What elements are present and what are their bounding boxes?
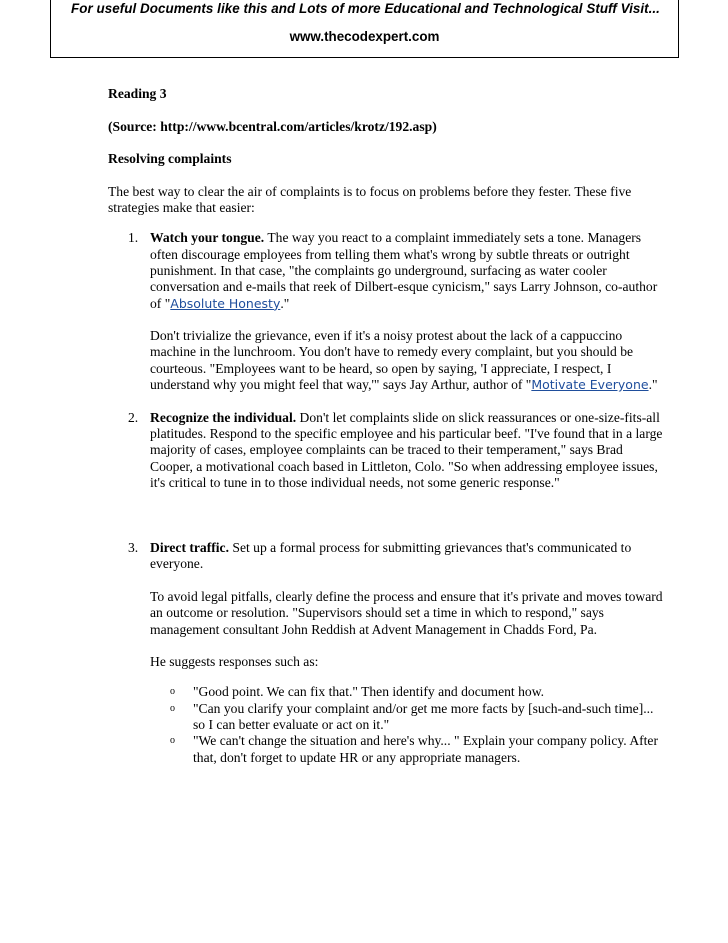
list-number: 3.	[128, 540, 139, 556]
quote-end: ."	[280, 295, 290, 311]
strategy-paragraph	[150, 410, 664, 491]
site-banner	[50, 0, 679, 58]
strategy-paragraph	[150, 540, 664, 573]
circle-bullet-icon: o	[170, 686, 175, 698]
strategy-paragraph	[150, 328, 664, 393]
book-link[interactable]: Absolute Honesty	[170, 295, 281, 311]
list-item: o "Can you clarify your complaint and/or get me more facts by [such-and-such time]... so I can better evaluate or act on it."	[170, 700, 654, 732]
list-number: 2.	[128, 409, 139, 425]
strategy-paragraph: He suggests responses such as:	[150, 654, 319, 670]
quote-end: ."	[648, 377, 658, 393]
page-title: Resolving complaints	[108, 151, 232, 167]
intro-paragraph: The best way to clear the air of complaints is to focus on problems before they fester. These five strategies make that easier:	[108, 183, 632, 216]
strategy-list	[108, 230, 664, 766]
book-link[interactable]: Motivate Everyone	[531, 377, 649, 393]
circle-bullet-icon: o	[170, 702, 175, 714]
strategy-text: Don't trivialize the grievance, even if it's a noisy protest about the lack of a cappuccino machine in the lunchroom. You don't have to remedy every complaint, but you should be courteous. "Employees want to be heard, so open by saying, 'I appreciate, I respect, I understand why you might feel that way,'" says Jay Arthur, author of "	[150, 328, 634, 393]
source-line: (Source: http://www.bcentral.com/articles/krotz/192.asp)	[108, 118, 437, 134]
list-item: o "We can't change the situation and here's why... " Explain your company policy. After that, don't forget to update HR or any appropriate managers.	[170, 733, 658, 765]
document-body	[108, 86, 664, 766]
strategy-text: The way you react to a complaint immediately sets a tone. Managers often discourage employees from telling them what's wrong by subtle threats or outright punishment. In that case, "the complaints go underground, surfacing as water cooler conversation and e-mails that reek of Dilbert-esque cynicism," says Larry Johnson, co-author of "	[150, 230, 658, 311]
strategy-paragraph	[150, 230, 664, 311]
strategy-item	[108, 540, 664, 766]
list-item: o "Good point. We can fix that." Then identify and document how.	[170, 684, 545, 700]
strategy-item	[108, 410, 664, 540]
strategy-heading: Direct traffic.	[150, 540, 229, 556]
strategy-text: Don't let complaints slide on slick reassurances or one-size-fits-all platitudes. Respond to the specific employee and his particular beef. "I've found that in a large majority of cases, employee complaints can be traced to their temperament," says Brad Cooper, a motivational coach based in Littleton, Colo. "So when addressing employee issues, it's critical to tune in to those individual needs, not some generic response."	[150, 409, 663, 490]
banner-url[interactable]: www.thecodexpert.com	[289, 29, 440, 44]
strategy-heading: Recognize the individual.	[150, 409, 297, 425]
list-number: 1.	[128, 230, 139, 246]
circle-bullet-icon: o	[170, 735, 175, 747]
banner-tagline: For useful Documents like this and Lots of more Educational and Technological Stuff Visit...	[71, 1, 660, 16]
strategy-text: Set up a formal process for submitting grievances that's communicated to everyone.	[150, 540, 632, 572]
strategy-item	[108, 230, 664, 409]
strategy-heading: Watch your tongue.	[150, 230, 265, 246]
reading-label: Reading 3	[108, 86, 167, 101]
strategy-paragraph: To avoid legal pitfalls, clearly define the process and ensure that it's private and moves toward an outcome or resolution. "Supervisors should set a time in which to respond," says management consultant John Reddish at Advent Management in Chadds Ford, Pa.	[150, 588, 663, 637]
response-list	[150, 684, 664, 765]
